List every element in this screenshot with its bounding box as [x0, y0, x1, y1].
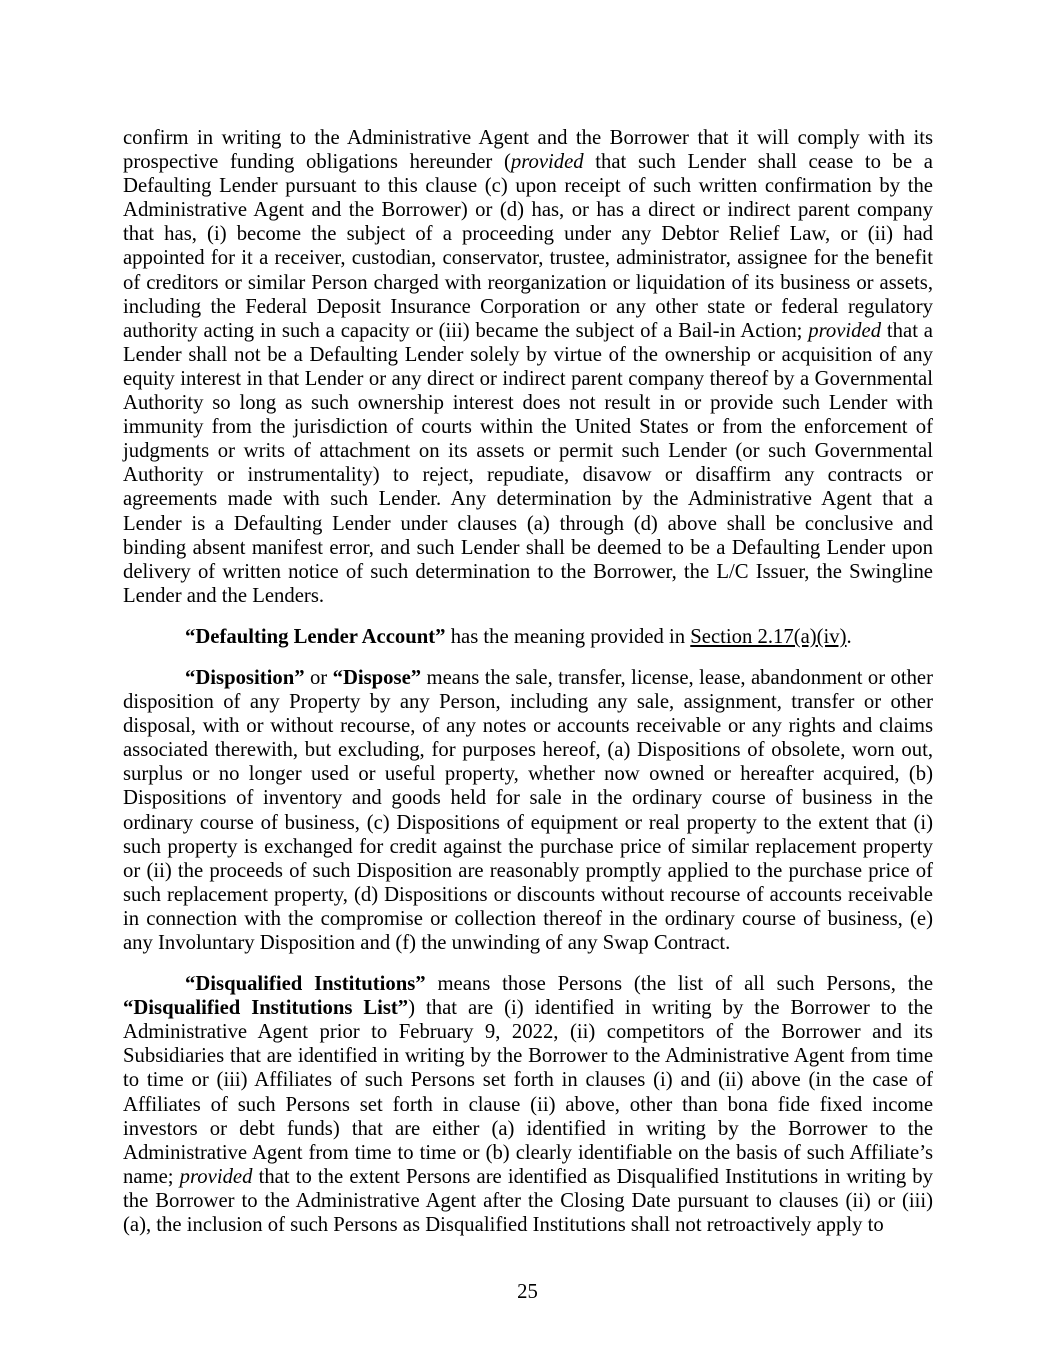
- paragraph-defaulting-lender-clauses: [123, 126, 933, 608]
- text-run: means the sale, transfer, license, lease, abandonment or other disposition of any Property by any Person, including any sale, assignment, transfer or other disposal, with or without recourse, of any notes or accounts receivable or any rights and claims associated therewith, but excluding, for purposes hereof, (a) Dispositions of obsolete, worn out, surplus or no longer used or useful property, whether now owned or hereafter acquired, (b) Dispositions of inventory and goods held for sale in the ordinary course of business in the ordinary course of business, (c) Dispositions of equipment or real property to the extent that (i) such property is exchanged for credit against the purchase price of similar replacement property or (ii) the proceeds of such Disposition are reasonably promptly applied to the purchase price of such replacement property, (d) Dispositions or discounts without recourse of accounts receivable in connection with the compromise or collection thereof in the ordinary course of business, (e) any Involuntary Disposition and (f) the unwinding of any Swap Contract.: [123, 666, 933, 954]
- text-run: .: [846, 625, 852, 648]
- text-run: confirm in writing to the Administrative Agent and the Borrower that it will comply with its prospective funding obligations hereunder (: [123, 127, 933, 174]
- definition-disposition: [123, 666, 933, 955]
- page-number: 25: [517, 1281, 538, 1303]
- text-run-italic: provided: [510, 151, 584, 174]
- text-run: that a Lender shall not be a Defaulting Lender solely by virtue of the ownership or acquisition of any equity interest in that Lender or any direct or indirect parent company thereof by a Governmental Authority so long as such ownership interest does not result in or provide such Lender with immunity from the jurisdiction of courts within the United States or from the enforcement of judgments or writs of attachment on its assets or permit such Lender (or such Governmental Authority or instrumentality) to reject, repudiate, disavow or disaffirm any contracts or agreements made with such Lender. Any determination by the Administrative Agent that a Lender is a Defaulting Lender under clauses (a) through (d) above shall be conclusive and binding absent manifest error, and such Lender shall be deemed to be a Defaulting Lender upon delivery of written notice of such determination to the Borrower, the L/C Issuer, the Swingline Lender and the Lenders.: [123, 319, 933, 607]
- text-run-bold: “Disposition”: [185, 666, 305, 689]
- document-body: [123, 126, 933, 1254]
- definition-defaulting-lender-account: [123, 625, 933, 649]
- definition-disqualified-institutions: [123, 972, 933, 1237]
- text-run-bold: “Disqualified Institutions”: [185, 973, 426, 996]
- text-run-italic: provided: [808, 319, 882, 342]
- text-run: or: [304, 666, 333, 689]
- section-reference-link[interactable]: Section 2.17(a)(iv): [690, 625, 847, 648]
- text-run-bold: “Disqualified Institutions List”: [123, 997, 409, 1020]
- text-run: that such Lender shall cease to be a Defaulting Lender pursuant to this clause (c) upon receipt of such written confirmation by the Administrative Agent and the Borrower) or (d) has, or has a direct or indirect parent company that has, (i) become the subject of a proceeding under any Debtor Relief Law, or (ii) had appointed for it a receiver, custodian, conservator, trustee, administrator, assignee for the benefit of creditors or similar Person charged with reorganization or liquidation of its business or assets, including the Federal Deposit Insurance Corporation or any other state or federal regulatory authority acting in such a capacity or (iii) became the subject of a Bail-in Action;: [123, 151, 933, 342]
- text-run: has the meaning provided in: [445, 625, 691, 648]
- text-run: means those Persons (the list of all such Persons, the: [425, 973, 934, 996]
- text-run-bold: “Defaulting Lender Account”: [185, 625, 446, 648]
- text-run-italic: provided: [179, 1165, 253, 1188]
- text-run: that to the extent Persons are identified as Disqualified Institutions in writing by the Borrower to the Administrative Agent after the Closing Date pursuant to clauses (ii) or (iii)(a), the inclusion of such Persons as Disqualified Institutions shall not retroactively apply to: [123, 1165, 933, 1237]
- text-run-bold: “Dispose”: [332, 666, 422, 689]
- page-footer: [0, 1280, 1055, 1304]
- text-run: ) that are (i) identified in writing by the Borrower to the Administrative Agent prior to February 9, 2022, (ii) competitors of the Borrower and its Subsidiaries that are identified in writing by the Borrower to the Administrative Agent from time to time or (iii) Affiliates of such Persons set forth in clauses (i) and (ii) above (in the case of Affiliates of such Persons set forth in clause (ii) above, other than bona fide fixed income investors or debt funds) that are either (a) identified in writing by the Borrower to the Administrative Agent from time to time or (b) clearly identifiable on the basis of such Affiliate’s name;: [123, 997, 933, 1188]
